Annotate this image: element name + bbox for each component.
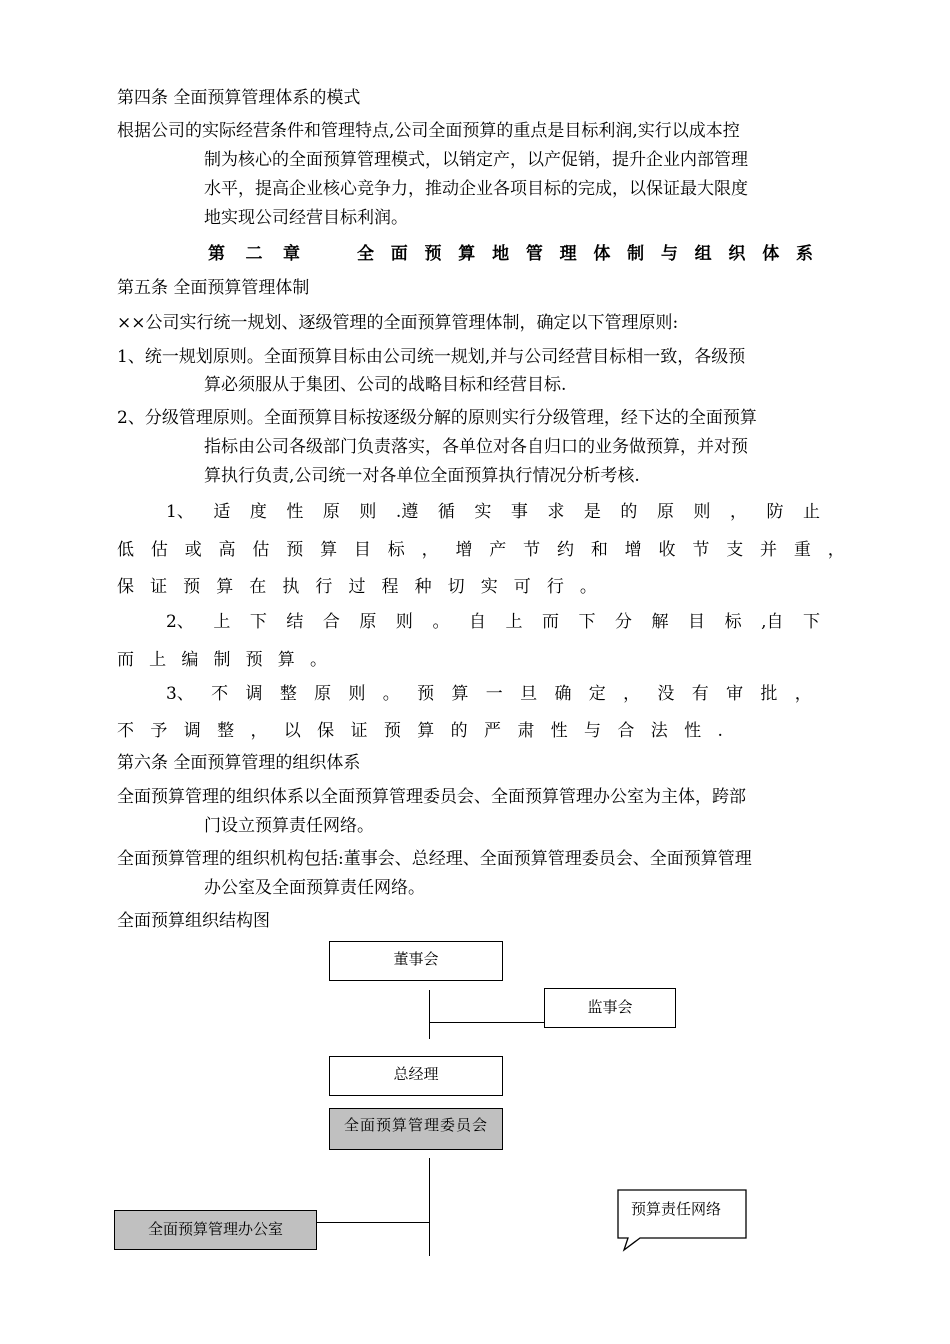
spaced-char: 预 bbox=[417, 684, 435, 704]
article5-principle2-line1: 2、分级管理原则。全面预算目标按逐级分解的原则实行分级管理，经下达的全面预算 bbox=[117, 408, 757, 428]
spaced-char: 算 bbox=[458, 244, 476, 264]
spaced-char: 和 bbox=[590, 540, 608, 560]
spaced-char: 增 bbox=[624, 540, 642, 560]
spaced-char: 标 bbox=[724, 612, 742, 632]
principle-moderation-line1 bbox=[166, 500, 820, 524]
spaced-char: 系 bbox=[795, 244, 813, 264]
spaced-char: 求 bbox=[547, 502, 565, 522]
spaced-char: 而 bbox=[117, 650, 134, 670]
spaced-char: 合 bbox=[322, 612, 340, 632]
spaced-char: 预 bbox=[245, 650, 263, 670]
article5-principle1-line1: 1、统一规划原则。全面预算目标由公司统一规划,并与公司经营目标相一致，各级预 bbox=[117, 347, 746, 367]
spaced-char: ， bbox=[250, 721, 268, 741]
spaced-char: 重 bbox=[793, 540, 811, 560]
spaced-char: 管 bbox=[525, 244, 543, 264]
spaced-char: 事 bbox=[510, 502, 528, 522]
spaced-char: 上 bbox=[213, 612, 231, 632]
article5-principle1-line2: 算必须服从于集团、公司的战略目标和经营目标. bbox=[204, 375, 567, 395]
supervisors-label: 监事会 bbox=[587, 998, 633, 1016]
spaced-char: 面 bbox=[390, 244, 408, 264]
spaced-char: 旦 bbox=[520, 684, 538, 704]
spaced-char: 则 bbox=[359, 502, 377, 522]
spaced-char: 保 bbox=[117, 577, 134, 597]
article6-p1-line2: 门设立预算责任网络。 bbox=[204, 816, 374, 836]
spaced-char: 合 bbox=[617, 721, 635, 741]
spaced-char: 组 bbox=[694, 244, 712, 264]
spaced-char: 不 bbox=[211, 684, 229, 704]
spaced-char: 节 bbox=[692, 540, 710, 560]
spaced-char: 与 bbox=[660, 244, 678, 264]
spaced-char: 则 bbox=[395, 612, 413, 632]
principle-noadjust-line1 bbox=[166, 682, 812, 706]
spaced-char: 不 bbox=[117, 721, 134, 741]
spaced-char: 没 bbox=[657, 684, 675, 704]
spaced-char: 第 bbox=[208, 244, 225, 264]
spaced-char: 整 bbox=[279, 684, 297, 704]
gm-box bbox=[329, 1056, 503, 1096]
spaced-char: 肃 bbox=[517, 721, 535, 741]
spaced-char: 算 bbox=[277, 650, 295, 670]
article6-p1-line1: 全面预算管理的组织体系以全面预算管理委员会、全面预算管理办公室为主体，跨部 bbox=[117, 787, 746, 807]
spaced-char: 产 bbox=[489, 540, 507, 560]
spaced-char: 是 bbox=[583, 502, 601, 522]
spaced-char: 结 bbox=[286, 612, 304, 632]
spaced-char: 估 bbox=[252, 540, 270, 560]
spaced-char: 目 bbox=[353, 540, 371, 560]
office-box bbox=[114, 1210, 317, 1250]
board-label: 董事会 bbox=[393, 950, 439, 968]
spaced-char: 以 bbox=[283, 721, 301, 741]
spaced-char: 过 bbox=[348, 577, 366, 597]
principle-topdown-line1 bbox=[166, 610, 820, 634]
principle-moderation-line3 bbox=[117, 575, 597, 599]
spaced-char: 原 bbox=[314, 684, 332, 704]
spaced-char: 织 bbox=[728, 244, 746, 264]
spaced-char: 的 bbox=[450, 721, 468, 741]
principle-noadjust-line2 bbox=[117, 719, 723, 743]
spaced-char: ， bbox=[623, 684, 641, 704]
office-label: 全面预算管理办公室 bbox=[147, 1220, 283, 1238]
spaced-char: 预 bbox=[183, 577, 201, 597]
spaced-char: 整 bbox=[217, 721, 235, 741]
spaced-char: 分 bbox=[615, 612, 633, 632]
spaced-char: 与 bbox=[584, 721, 602, 741]
spaced-char: 在 bbox=[249, 577, 267, 597]
spaced-char: 增 bbox=[455, 540, 473, 560]
spaced-char: .遵 bbox=[395, 502, 419, 522]
connector-committee-down bbox=[429, 1158, 430, 1256]
article6-heading: 第六条 全面预算管理的组织体系 bbox=[117, 753, 361, 773]
spaced-char: 执 bbox=[282, 577, 300, 597]
spaced-char: 程 bbox=[381, 577, 399, 597]
article4-line-1: 根据公司的实际经营条件和管理特点,公司全面预算的重点是目标利润,实行以成本控 bbox=[117, 121, 740, 141]
spaced-char: 保 bbox=[317, 721, 335, 741]
spaced-char: 性 bbox=[550, 721, 568, 741]
spaced-char: 适 bbox=[213, 502, 231, 522]
spaced-char: 下 bbox=[578, 612, 596, 632]
spaced-char: 下 bbox=[249, 612, 267, 632]
spaced-char: 予 bbox=[150, 721, 168, 741]
spaced-char: 或 bbox=[184, 540, 202, 560]
chapter-title-text bbox=[357, 242, 813, 266]
spaced-char: . bbox=[717, 721, 723, 741]
spaced-char: 。 bbox=[309, 650, 327, 670]
spaced-char: ， bbox=[794, 684, 812, 704]
spaced-char: 调 bbox=[245, 684, 263, 704]
spaced-char: 理 bbox=[559, 244, 577, 264]
spaced-char: 确 bbox=[554, 684, 572, 704]
spaced-char: 则 bbox=[348, 684, 366, 704]
spaced-char: 1、 bbox=[166, 502, 194, 522]
spaced-char: 并 bbox=[760, 540, 778, 560]
spaced-char: 有 bbox=[691, 684, 709, 704]
spaced-char: 下 bbox=[803, 612, 820, 632]
connector-supervisors bbox=[429, 1022, 545, 1023]
article4-line-4: 地实现公司经营目标利润。 bbox=[204, 208, 408, 228]
spaced-char: 节 bbox=[523, 540, 541, 560]
spaced-char: 切 bbox=[447, 577, 465, 597]
spaced-char: 度 bbox=[249, 502, 267, 522]
article5-heading: 第五条 全面预算管理体制 bbox=[117, 278, 310, 298]
spaced-char: 预 bbox=[383, 721, 401, 741]
spaced-char: ,自 bbox=[761, 612, 784, 632]
spaced-char: 上 bbox=[149, 650, 167, 670]
spaced-char: 体 bbox=[762, 244, 780, 264]
committee-label: 全面预算管理委员会 bbox=[343, 1116, 488, 1134]
committee-box bbox=[329, 1108, 503, 1150]
connector-board-down bbox=[429, 990, 430, 1039]
spaced-char: 防 bbox=[766, 502, 784, 522]
gm-label: 总经理 bbox=[393, 1065, 439, 1083]
spaced-char: 严 bbox=[483, 721, 501, 741]
spaced-char: 而 bbox=[541, 612, 559, 632]
spaced-char: 3、 bbox=[166, 684, 194, 704]
spaced-char: 全 bbox=[357, 244, 374, 264]
spaced-char: 制 bbox=[213, 650, 231, 670]
spaced-char: 调 bbox=[183, 721, 201, 741]
spaced-char: 实 bbox=[480, 577, 498, 597]
spaced-char: ， bbox=[729, 502, 747, 522]
spaced-char: 止 bbox=[803, 502, 820, 522]
spaced-char: 证 bbox=[350, 721, 368, 741]
spaced-char: ， bbox=[421, 540, 439, 560]
spaced-char: 算 bbox=[417, 721, 435, 741]
spaced-char: 。 bbox=[382, 684, 400, 704]
spaced-char: 审 bbox=[726, 684, 744, 704]
spaced-char: 预 bbox=[286, 540, 304, 560]
spaced-char: 算 bbox=[451, 684, 469, 704]
spaced-char: 行 bbox=[315, 577, 333, 597]
spaced-char: 高 bbox=[218, 540, 236, 560]
spaced-char: 循 bbox=[437, 502, 455, 522]
spaced-char: 上 bbox=[505, 612, 523, 632]
spaced-char: 解 bbox=[651, 612, 669, 632]
article4-heading: 第四条 全面预算管理体系的模式 bbox=[117, 88, 361, 108]
spaced-char: 。 bbox=[432, 612, 450, 632]
spaced-char: 体 bbox=[593, 244, 611, 264]
spaced-char: 定 bbox=[588, 684, 606, 704]
board-box bbox=[329, 941, 503, 981]
article6-p2-line1: 全面预算管理的组织机构包括:董事会、总经理、全面预算管理委员会、全面预算管理 bbox=[117, 849, 752, 869]
spaced-char: 估 bbox=[150, 540, 168, 560]
spaced-char: 制 bbox=[627, 244, 645, 264]
spaced-char: 行 bbox=[546, 577, 564, 597]
spaced-char: 标 bbox=[387, 540, 405, 560]
spaced-char: 原 bbox=[322, 502, 340, 522]
spaced-char: 种 bbox=[414, 577, 432, 597]
principle-moderation-line2 bbox=[117, 538, 845, 562]
article5-intro: ××公司实行统一规划、逐级管理的全面预算管理体制，确定以下管理原则: bbox=[117, 313, 679, 333]
spaced-char: 收 bbox=[658, 540, 676, 560]
spaced-char: 低 bbox=[117, 540, 134, 560]
article5-principle2-line3: 算执行负责,公司统一对各单位全面预算执行情况分析考核. bbox=[204, 466, 640, 486]
spaced-char: 目 bbox=[688, 612, 706, 632]
spaced-char: 原 bbox=[656, 502, 674, 522]
principle-topdown-line2 bbox=[117, 648, 327, 672]
org-chart-caption: 全面预算组织结构图 bbox=[117, 911, 270, 931]
spaced-char: 一 bbox=[485, 684, 503, 704]
spaced-char: 原 bbox=[359, 612, 377, 632]
connector-office bbox=[316, 1222, 429, 1223]
spaced-char: 可 bbox=[513, 577, 531, 597]
article6-p2-line2: 办公室及全面预算责任网络。 bbox=[204, 878, 425, 898]
article4-line-3: 水平，提高企业核心竞争力，推动企业各项目标的完成，以保证最大限度 bbox=[204, 179, 748, 199]
spaced-char: 。 bbox=[579, 577, 597, 597]
article5-principle2-line2: 指标由公司各级部门负责落实，各单位对各自归口的业务做预算，并对预 bbox=[204, 437, 748, 457]
spaced-char: 的 bbox=[620, 502, 638, 522]
spaced-char: 性 bbox=[286, 502, 304, 522]
spaced-char: 性 bbox=[684, 721, 702, 741]
spaced-char: 算 bbox=[320, 540, 338, 560]
spaced-char: 则 bbox=[693, 502, 711, 522]
spaced-char: ， bbox=[827, 540, 845, 560]
supervisors-box bbox=[544, 988, 676, 1028]
spaced-char: 证 bbox=[150, 577, 168, 597]
spaced-char: 算 bbox=[216, 577, 234, 597]
spaced-char: 批 bbox=[760, 684, 778, 704]
chapter-title-number bbox=[208, 242, 300, 266]
spaced-char: 编 bbox=[181, 650, 199, 670]
spaced-char: 法 bbox=[650, 721, 668, 741]
spaced-char: 自 bbox=[468, 612, 486, 632]
spaced-char: 2、 bbox=[166, 612, 194, 632]
spaced-char: 预 bbox=[424, 244, 442, 264]
spaced-char: 支 bbox=[726, 540, 744, 560]
spaced-char: 地 bbox=[492, 244, 510, 264]
spaced-char: 约 bbox=[556, 540, 574, 560]
spaced-char: 二 bbox=[245, 244, 263, 264]
article4-line-2: 制为核心的全面预算管理模式，以销定产，以产促销，提升企业内部管理 bbox=[204, 150, 748, 170]
spaced-char: 章 bbox=[283, 244, 300, 264]
spaced-char: 实 bbox=[474, 502, 492, 522]
network-label: 预算责任网络 bbox=[631, 1200, 722, 1218]
